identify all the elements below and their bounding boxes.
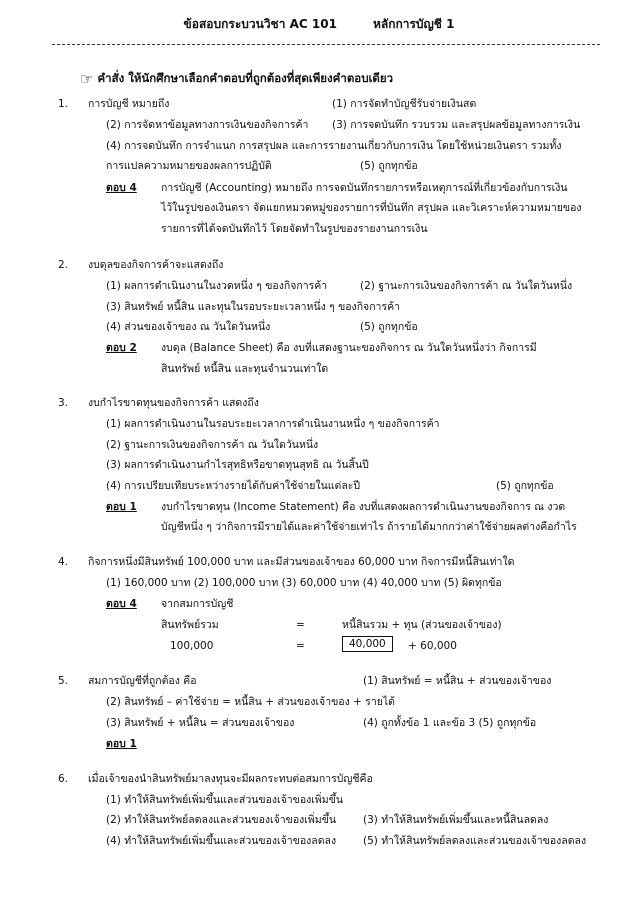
instruction bbox=[80, 72, 393, 87]
option: (2) ฐานะการเงินของกิจการค้า ณ วันใดวันหนึ่ง bbox=[106, 439, 319, 451]
pointing-hand-icon: ☞ bbox=[80, 70, 94, 88]
question-stem: งบดุลของกิจการค้าจะแสดงถึง bbox=[88, 259, 224, 271]
answer-label: ตอบ 4 bbox=[106, 598, 137, 610]
answer-label: ตอบ 1 bbox=[106, 738, 137, 750]
explanation-line: บัญชีหนึ่ง ๆ ว่ากิจการมีรายได้และค่าใช้จ่ายเท่าไร ถ้ารายได้มากกว่าค่าใช้จ่ายผลต่างคือกำไร bbox=[161, 521, 577, 533]
equation-right: หนี้สินรวม + ทุน (ส่วนของเจ้าของ) bbox=[342, 619, 502, 631]
option: (5) ถูกทุกข้อ bbox=[360, 321, 418, 333]
option: (2) การจัดหาข้อมูลทางการเงินของกิจการค้า bbox=[106, 119, 309, 131]
option-continued: การแปลความหมายของผลการปฏิบัติ bbox=[106, 160, 272, 172]
option: (1) การจัดทำบัญชีรับจ่ายเงินสด bbox=[332, 98, 477, 110]
option: (2) ฐานะการเงินของกิจการค้า ณ วันใดวันหนึ่ง bbox=[360, 280, 573, 292]
option: (3) ทำให้สินทรัพย์เพิ่มขึ้นและหนี้สินลดลง bbox=[363, 814, 549, 826]
option: (3) สินทรัพย์ + หนี้สิน = ส่วนของเจ้าของ bbox=[106, 717, 295, 729]
equation-left-value: 100,000 bbox=[170, 640, 214, 652]
option: (2) สินทรัพย์ – ค่าใช้จ่าย = หนี้สิน + ส่วนของเจ้าของ + รายได้ bbox=[106, 696, 395, 708]
equation-equals: = bbox=[296, 619, 305, 631]
option: (4) การจดบันทึก การจำแนก การสรุปผล และการรายงานเกี่ยวกับการเงิน โดยใช้หน่วยเงินตรา รวมทั้ง bbox=[106, 140, 562, 152]
option: (3) สินทรัพย์ หนี้สิน และทุนในรอบระยะเวลาหนึ่ง ๆ ของกิจการค้า bbox=[106, 301, 401, 313]
option: (4) ทำให้สินทรัพย์เพิ่มขึ้นและส่วนของเจ้าของลดลง bbox=[106, 835, 337, 847]
explanation-line: ไว้ในรูปของเงินตรา จัดแยกหมวดหมู่ของรายการที่บันทึก สรุปผล และวิเคราะห์ความหมายของ bbox=[161, 202, 582, 214]
question-number: 4. bbox=[58, 556, 69, 568]
option: (1) สินทรัพย์ = หนี้สิน + ส่วนของเจ้าของ bbox=[363, 675, 552, 687]
answer-label: ตอบ 2 bbox=[106, 342, 137, 354]
equation-equals: = bbox=[296, 640, 305, 652]
option: (4) ส่วนของเจ้าของ ณ วันใดวันหนึ่ง bbox=[106, 321, 271, 333]
explanation-line: งบกำไรขาดทุน (Income Statement) คือ งบที่แสดงผลการดำเนินงานของกิจการ ณ งวด bbox=[161, 501, 566, 513]
question-stem: เมื่อเจ้าของนำสินทรัพย์มาลงทุนจะมีผลกระทบต่อสมการบัญชีคือ bbox=[88, 773, 373, 785]
equation-left: สินทรัพย์รวม bbox=[161, 619, 219, 631]
option: (1) ผลการดำเนินงานในรอบระยะเวลาการดำเนินงานหนึ่ง ๆ ของกิจการค้า bbox=[106, 418, 440, 430]
boxed-answer-value: 40,000 bbox=[342, 636, 393, 652]
option: (3) การจดบันทึก รวบรวม และสรุปผลข้อมูลทางการเงิน bbox=[332, 119, 581, 131]
option: (2) ทำให้สินทรัพย์ลดลงและส่วนของเจ้าของเพิ่มขึ้น bbox=[106, 814, 337, 826]
question-stem: งบกำไรขาดทุนของกิจการค้า แสดงถึง bbox=[88, 397, 259, 409]
question-number: 5. bbox=[58, 675, 69, 687]
question-stem: สมการบัญชีที่ถูกต้อง คือ bbox=[88, 675, 197, 687]
instruction-text: คำสั่ง ให้นักศึกษาเลือกคำตอบที่ถูกต้องที่สุดเพียงคำตอบเดียว bbox=[97, 71, 394, 85]
header-divider bbox=[52, 44, 600, 45]
equation-plus: + 60,000 bbox=[408, 640, 457, 652]
option: (1) ทำให้สินทรัพย์เพิ่มขึ้นและส่วนของเจ้าของเพิ่มขึ้น bbox=[106, 794, 344, 806]
explanation-line: จากสมการบัญชี bbox=[161, 598, 234, 610]
question-stem: การบัญชี หมายถึง bbox=[88, 98, 170, 110]
course-title: หลักการบัญชี 1 bbox=[372, 17, 455, 31]
answer-label: ตอบ 4 bbox=[106, 182, 137, 194]
question-number: 6. bbox=[58, 773, 69, 785]
question-number: 1. bbox=[58, 98, 69, 110]
question-number: 2. bbox=[58, 259, 69, 271]
answer-label: ตอบ 1 bbox=[106, 501, 137, 513]
subject-title: ข้อสอบกระบวนวิชา AC 101 bbox=[183, 17, 337, 31]
explanation-line: รายการที่ได้จดบันทึกไว้ โดยจัดทำในรูปของรายงานการเงิน bbox=[161, 223, 428, 235]
explanation-line: การบัญชี (Accounting) หมายถึง การจดบันทึกรายการหรือเหตุการณ์ที่เกี่ยวข้องกับการเงิน bbox=[161, 182, 568, 194]
options-row: (1) 160,000 บาท (2) 100,000 บาท (3) 60,000 บาท (4) 40,000 บาท (5) ผิดทุกข้อ bbox=[106, 577, 502, 589]
question-number: 3. bbox=[58, 397, 69, 409]
explanation-line: งบดุล (Balance Sheet) คือ งบที่แสดงฐานะของกิจการ ณ วันใดวันหนึ่งว่า กิจการมี bbox=[161, 342, 537, 354]
page-header bbox=[0, 18, 638, 30]
option: (1) ผลการดำเนินงานในงวดหนึ่ง ๆ ของกิจการค้า bbox=[106, 280, 328, 292]
option: (3) ผลการดำเนินงานกำไรสุทธิหรือขาดทุนสุทธิ ณ วันสิ้นปี bbox=[106, 459, 369, 471]
option: (5) ถูกทุกข้อ bbox=[360, 160, 418, 172]
option: (5) ทำให้สินทรัพย์ลดลงและส่วนของเจ้าของลดลง bbox=[363, 835, 587, 847]
option: (4) การเปรียบเทียบระหว่างรายได้กับค่าใช้จ่ายในแต่ละปี bbox=[106, 480, 361, 492]
option: (4) ถูกทั้งข้อ 1 และข้อ 3 (5) ถูกทุกข้อ bbox=[363, 717, 537, 729]
explanation-line: สินทรัพย์ หนี้สิน และทุนจำนวนเท่าใด bbox=[161, 363, 329, 375]
option: (5) ถูกทุกข้อ bbox=[496, 480, 554, 492]
question-stem: กิจการหนึ่งมีสินทรัพย์ 100,000 บาท และมีส่วนของเจ้าของ 60,000 บาท กิจการมีหนี้สินเท่าใด bbox=[88, 556, 515, 568]
